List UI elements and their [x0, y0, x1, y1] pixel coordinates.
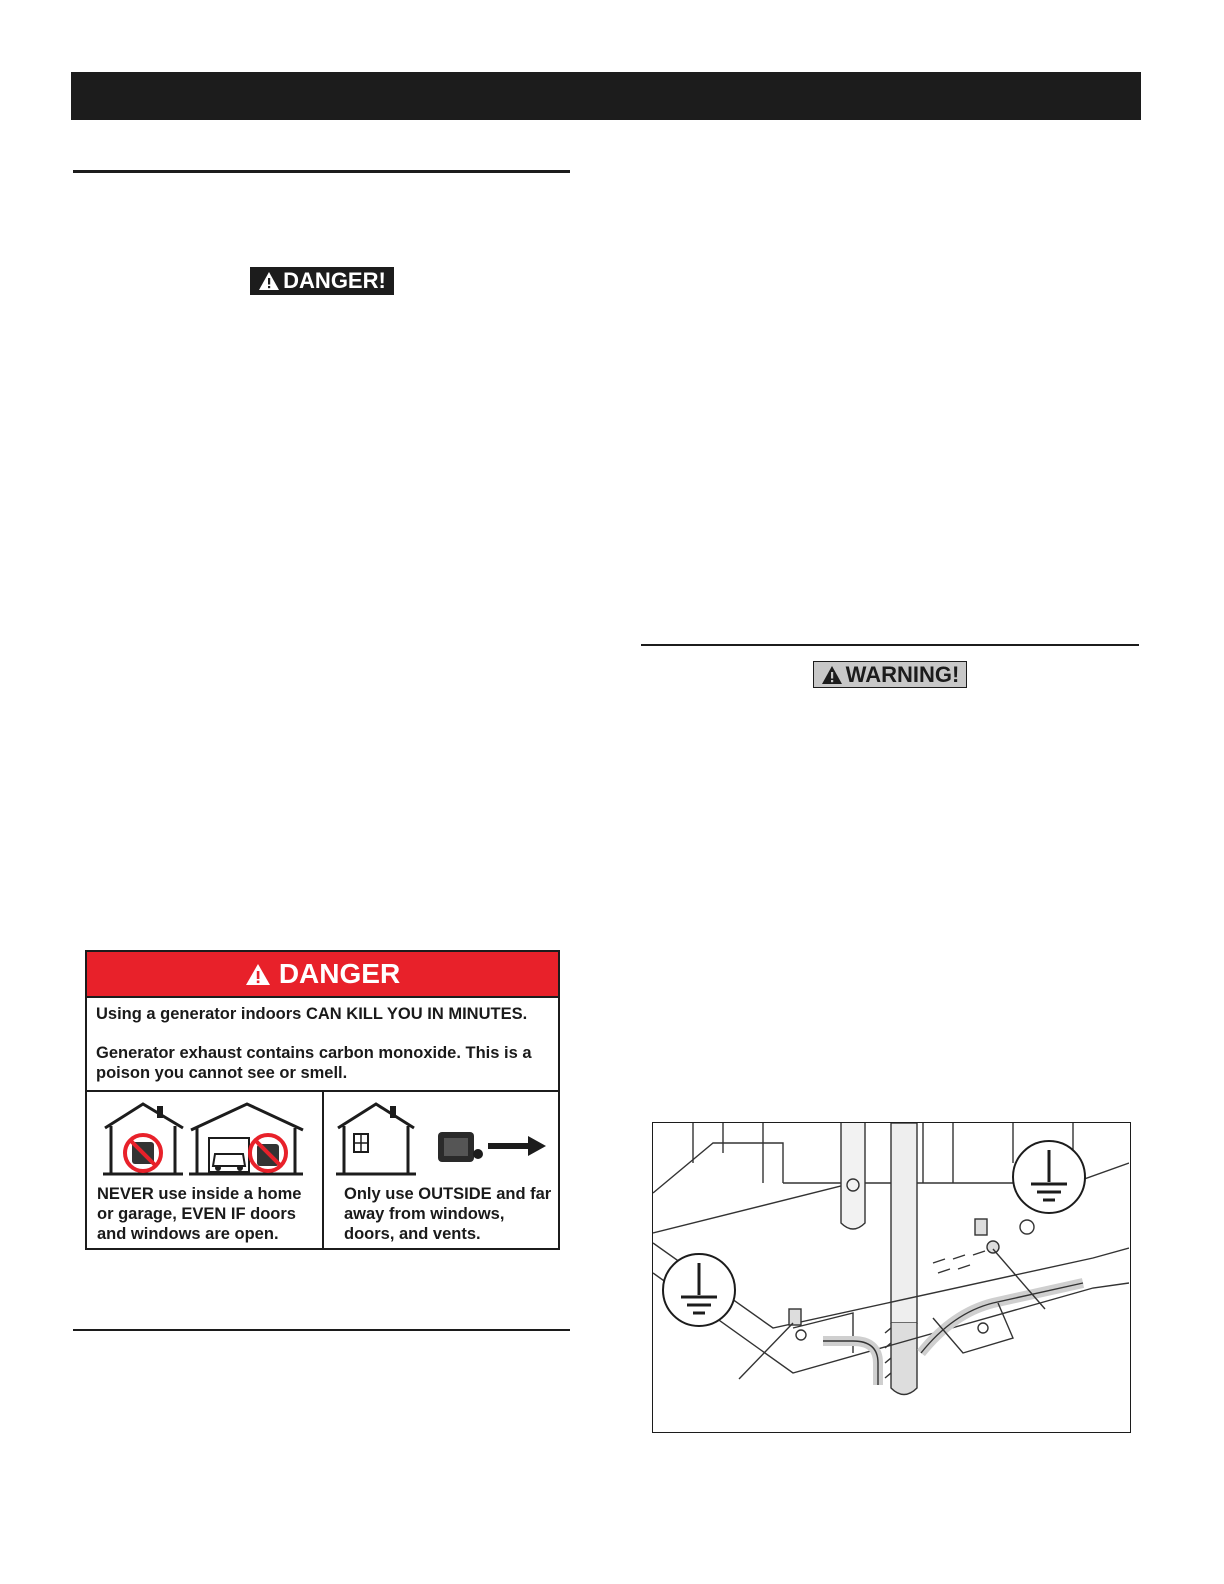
danger-label-title: DANGER — [278, 958, 401, 989]
warning-badge — [813, 661, 967, 688]
grounding-figure — [652, 1122, 1131, 1433]
danger-message-line2: Generator exhaust contains carbon monoxide. This is a poison you cannot see or smell. — [96, 1044, 532, 1082]
danger-panel-indoors — [87, 1092, 324, 1248]
ground-symbol-icon — [1013, 1141, 1085, 1213]
section-header-bar — [71, 72, 1141, 120]
right-rule — [641, 644, 1139, 646]
outdoor-use-illustration — [324, 1092, 558, 1182]
warning-triangle-icon — [245, 963, 271, 986]
left-bottom-rule — [73, 1329, 570, 1331]
danger-left-caption: NEVER use inside a home or garage, EVEN IF doors and windows are open. — [97, 1185, 302, 1243]
danger-message-line1: Using a generator indoors CAN KILL YOU IN MINUTES. — [96, 1005, 528, 1023]
danger-label-header — [87, 952, 558, 998]
indoor-prohibited-illustration — [87, 1092, 322, 1182]
danger-label-message — [87, 998, 558, 1092]
warning-badge-label: WARNING! — [845, 661, 960, 687]
ground-symbol-icon — [663, 1254, 735, 1326]
danger-badge-label: DANGER! — [283, 268, 386, 293]
warning-triangle-icon — [821, 665, 843, 685]
generator-frame-drawing — [653, 1123, 1129, 1431]
danger-badge — [250, 267, 394, 295]
left-top-rule — [73, 170, 570, 173]
danger-safety-label — [85, 950, 560, 1250]
warning-triangle-icon — [258, 271, 280, 291]
danger-panel-outdoors — [324, 1092, 558, 1248]
danger-right-caption: Only use OUTSIDE and far away from windows, doors, and vents. — [344, 1185, 552, 1243]
